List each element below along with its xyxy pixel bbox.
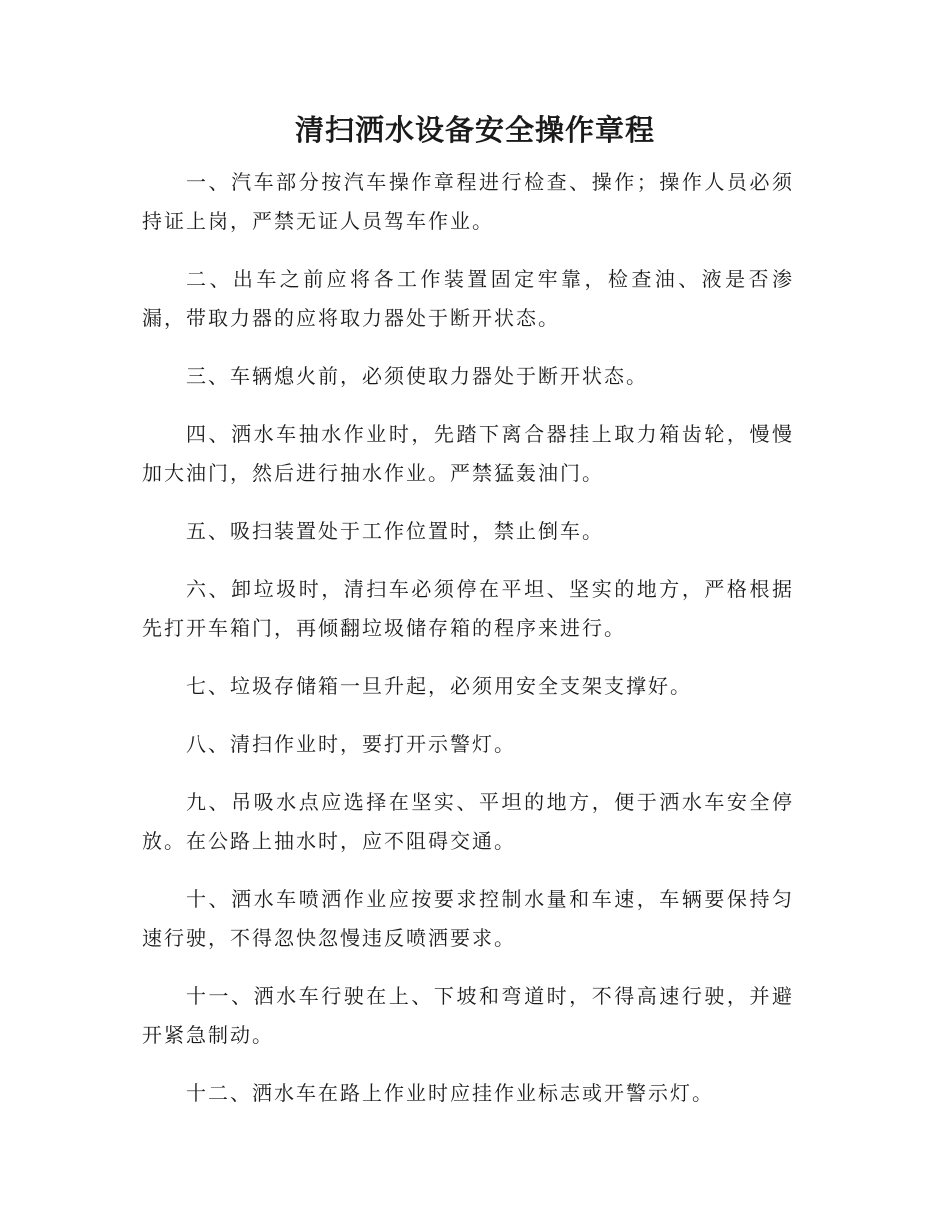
paragraph-4: 四、洒水车抽水作业时，先踏下离合器挂上取力箱齿轮，慢慢加大油门，然后进行抽水作业。严禁猛轰油门。 <box>142 422 794 485</box>
paragraph-11: 十一、洒水车行驶在上、下坡和弯道时，不得高速行驶，并避开紧急制动。 <box>142 984 794 1047</box>
document-body <box>142 163 794 1132</box>
paragraph-3: 三、车辆熄火前，必须使取力器处于断开状态。 <box>186 364 648 388</box>
paragraph-9: 九、吊吸水点应选择在坚实、平坦的地方，便于洒水车安全停放。在公路上抽水时，应不阻碍交通。 <box>142 790 794 853</box>
paragraph-8: 八、清扫作业时，要打开示警灯。 <box>186 732 516 756</box>
paragraph-7: 七、垃圾存储箱一旦升起，必须用安全支架支撑好。 <box>186 674 692 698</box>
paragraph-6: 六、卸垃圾时，清扫车必须停在平坦、坚实的地方，严格根据先打开车箱门，再倾翻垃圾储存箱的程序来进行。 <box>142 577 794 640</box>
paragraph-10: 十、洒水车喷洒作业应按要求控制水量和车速，车辆要保持匀速行驶，不得忽快忽慢违反喷洒要求。 <box>142 887 794 950</box>
paragraph-5: 五、吸扫装置处于工作位置时，禁止倒车。 <box>186 519 604 543</box>
paragraph-2: 二、出车之前应将各工作装置固定牢靠，检查油、液是否渗漏，带取力器的应将取力器处于断开状态。 <box>142 267 794 330</box>
paragraph-12: 十二、洒水车在路上作业时应挂作业标志或开警示灯。 <box>186 1081 714 1105</box>
document-title: 清扫洒水设备安全操作章程 <box>294 113 655 147</box>
paragraph-1: 一、汽车部分按汽车操作章程进行检查、操作；操作人员必须持证上岗，严禁无证人员驾车作业。 <box>142 170 794 233</box>
